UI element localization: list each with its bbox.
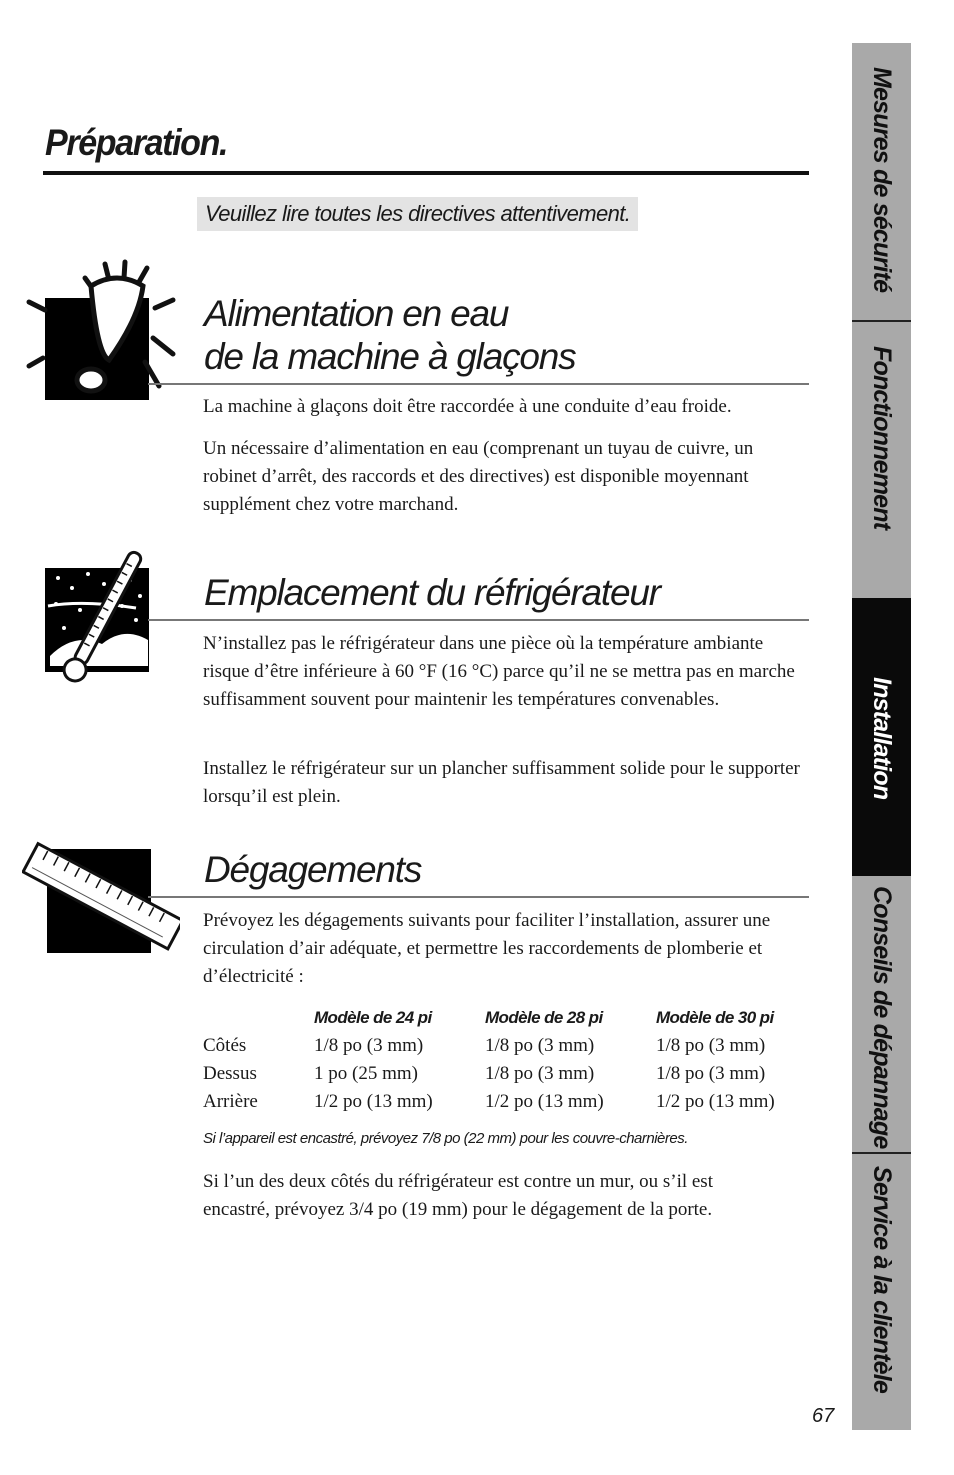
table-cell: 1/8 po (3 mm) xyxy=(485,1063,595,1084)
table-cell: 1/2 po (13 mm) xyxy=(314,1091,433,1112)
tab-conseils-de-depannage[interactable] xyxy=(852,876,911,1153)
location-paragraph-1: N’installez pas le réfrigérateur dans une pièce où la température ambiante risque d’être inférieure à 60 °F (16 °C) parce qu’il ne se mettra pas en marche suffisamment souvent pour maintenir les températures convenables. xyxy=(203,633,795,710)
table-row-label: Côtés xyxy=(203,1035,247,1056)
table-column-header: Modèle de 28 pi xyxy=(485,1008,603,1027)
heading-line: Alimentation en eau xyxy=(204,293,509,334)
tab-mesures-de-securite[interactable] xyxy=(852,43,911,321)
tab-service-a-la-clientele[interactable] xyxy=(852,1154,911,1430)
water-paragraph-2: Un nécessaire d’alimentation en eau (comprenant un tuyau de cuivre, un robinet d’arrêt, des raccords et des directives) est disponible moyennant supplément chez votre marchand. xyxy=(203,438,754,515)
title-rule xyxy=(43,171,809,175)
thermometer-icon xyxy=(44,544,154,696)
ruler-icon xyxy=(22,838,180,958)
tab-fonctionnement[interactable] xyxy=(852,322,911,598)
page-number: 67 xyxy=(812,1405,835,1427)
page-title: Préparation. xyxy=(45,122,228,163)
table-cell: 1/8 po (3 mm) xyxy=(485,1035,595,1056)
section-rule xyxy=(148,619,809,621)
table-cell: 1/8 po (3 mm) xyxy=(314,1035,424,1056)
instruction-banner: Veuillez lire toutes les directives attentivement. xyxy=(197,197,638,231)
table-cell: 1/2 po (13 mm) xyxy=(485,1091,604,1112)
table-cell: 1/2 po (13 mm) xyxy=(656,1091,775,1112)
tab-installation[interactable] xyxy=(852,598,911,876)
section-rule xyxy=(148,896,809,898)
table-row-label: Arrière xyxy=(203,1091,258,1112)
hinge-cover-note: Si l’appareil est encastré, prévoyez 7/8 po (22 mm) pour les couvre-charnières. xyxy=(203,1130,688,1147)
section-heading-water xyxy=(204,292,575,378)
section-heading-location: Emplacement du réfrigérateur xyxy=(204,572,660,613)
table-cell: 1 po (25 mm) xyxy=(314,1063,418,1084)
tab-label: Conseils de dépannage xyxy=(868,886,896,1149)
table-column-header: Modèle de 30 pi xyxy=(656,1008,774,1027)
section-heading-clearances: Dégagements xyxy=(204,849,422,890)
clearances-intro: Prévoyez les dégagements suivants pour faciliter l’installation, assurer une circulation d’air adéquate, et permettre les raccordements de plomberie et d’électricité : xyxy=(203,910,771,987)
warning-exclamation-icon xyxy=(25,258,180,403)
heading-line: de la machine à glaçons xyxy=(204,336,576,377)
tab-label: Service à la clientèle xyxy=(868,1166,896,1394)
tab-label: Fonctionnement xyxy=(868,346,896,530)
location-paragraph-2: Installez le réfrigérateur sur un plancher suffisamment solide pour le supporter lorsqu’il est plein. xyxy=(203,758,800,807)
table-column-header: Modèle de 24 pi xyxy=(314,1008,432,1027)
sidebar-tabs xyxy=(852,43,911,1430)
table-cell: 1/8 po (3 mm) xyxy=(656,1063,766,1084)
table-row-label: Dessus xyxy=(203,1063,257,1084)
section-rule xyxy=(148,383,809,385)
tab-label: Mesures de sécurité xyxy=(868,67,896,293)
door-clearance-paragraph: Si l’un des deux côtés du réfrigérateur est contre un mur, ou s’il est encastré, prévoyez 3/4 po (19 mm) pour le dégagement de la porte. xyxy=(203,1171,713,1220)
tab-label: Installation xyxy=(868,677,896,800)
table-cell: 1/8 po (3 mm) xyxy=(656,1035,766,1056)
water-paragraph-1: La machine à glaçons doit être raccordée à une conduite d’eau froide. xyxy=(203,396,732,417)
